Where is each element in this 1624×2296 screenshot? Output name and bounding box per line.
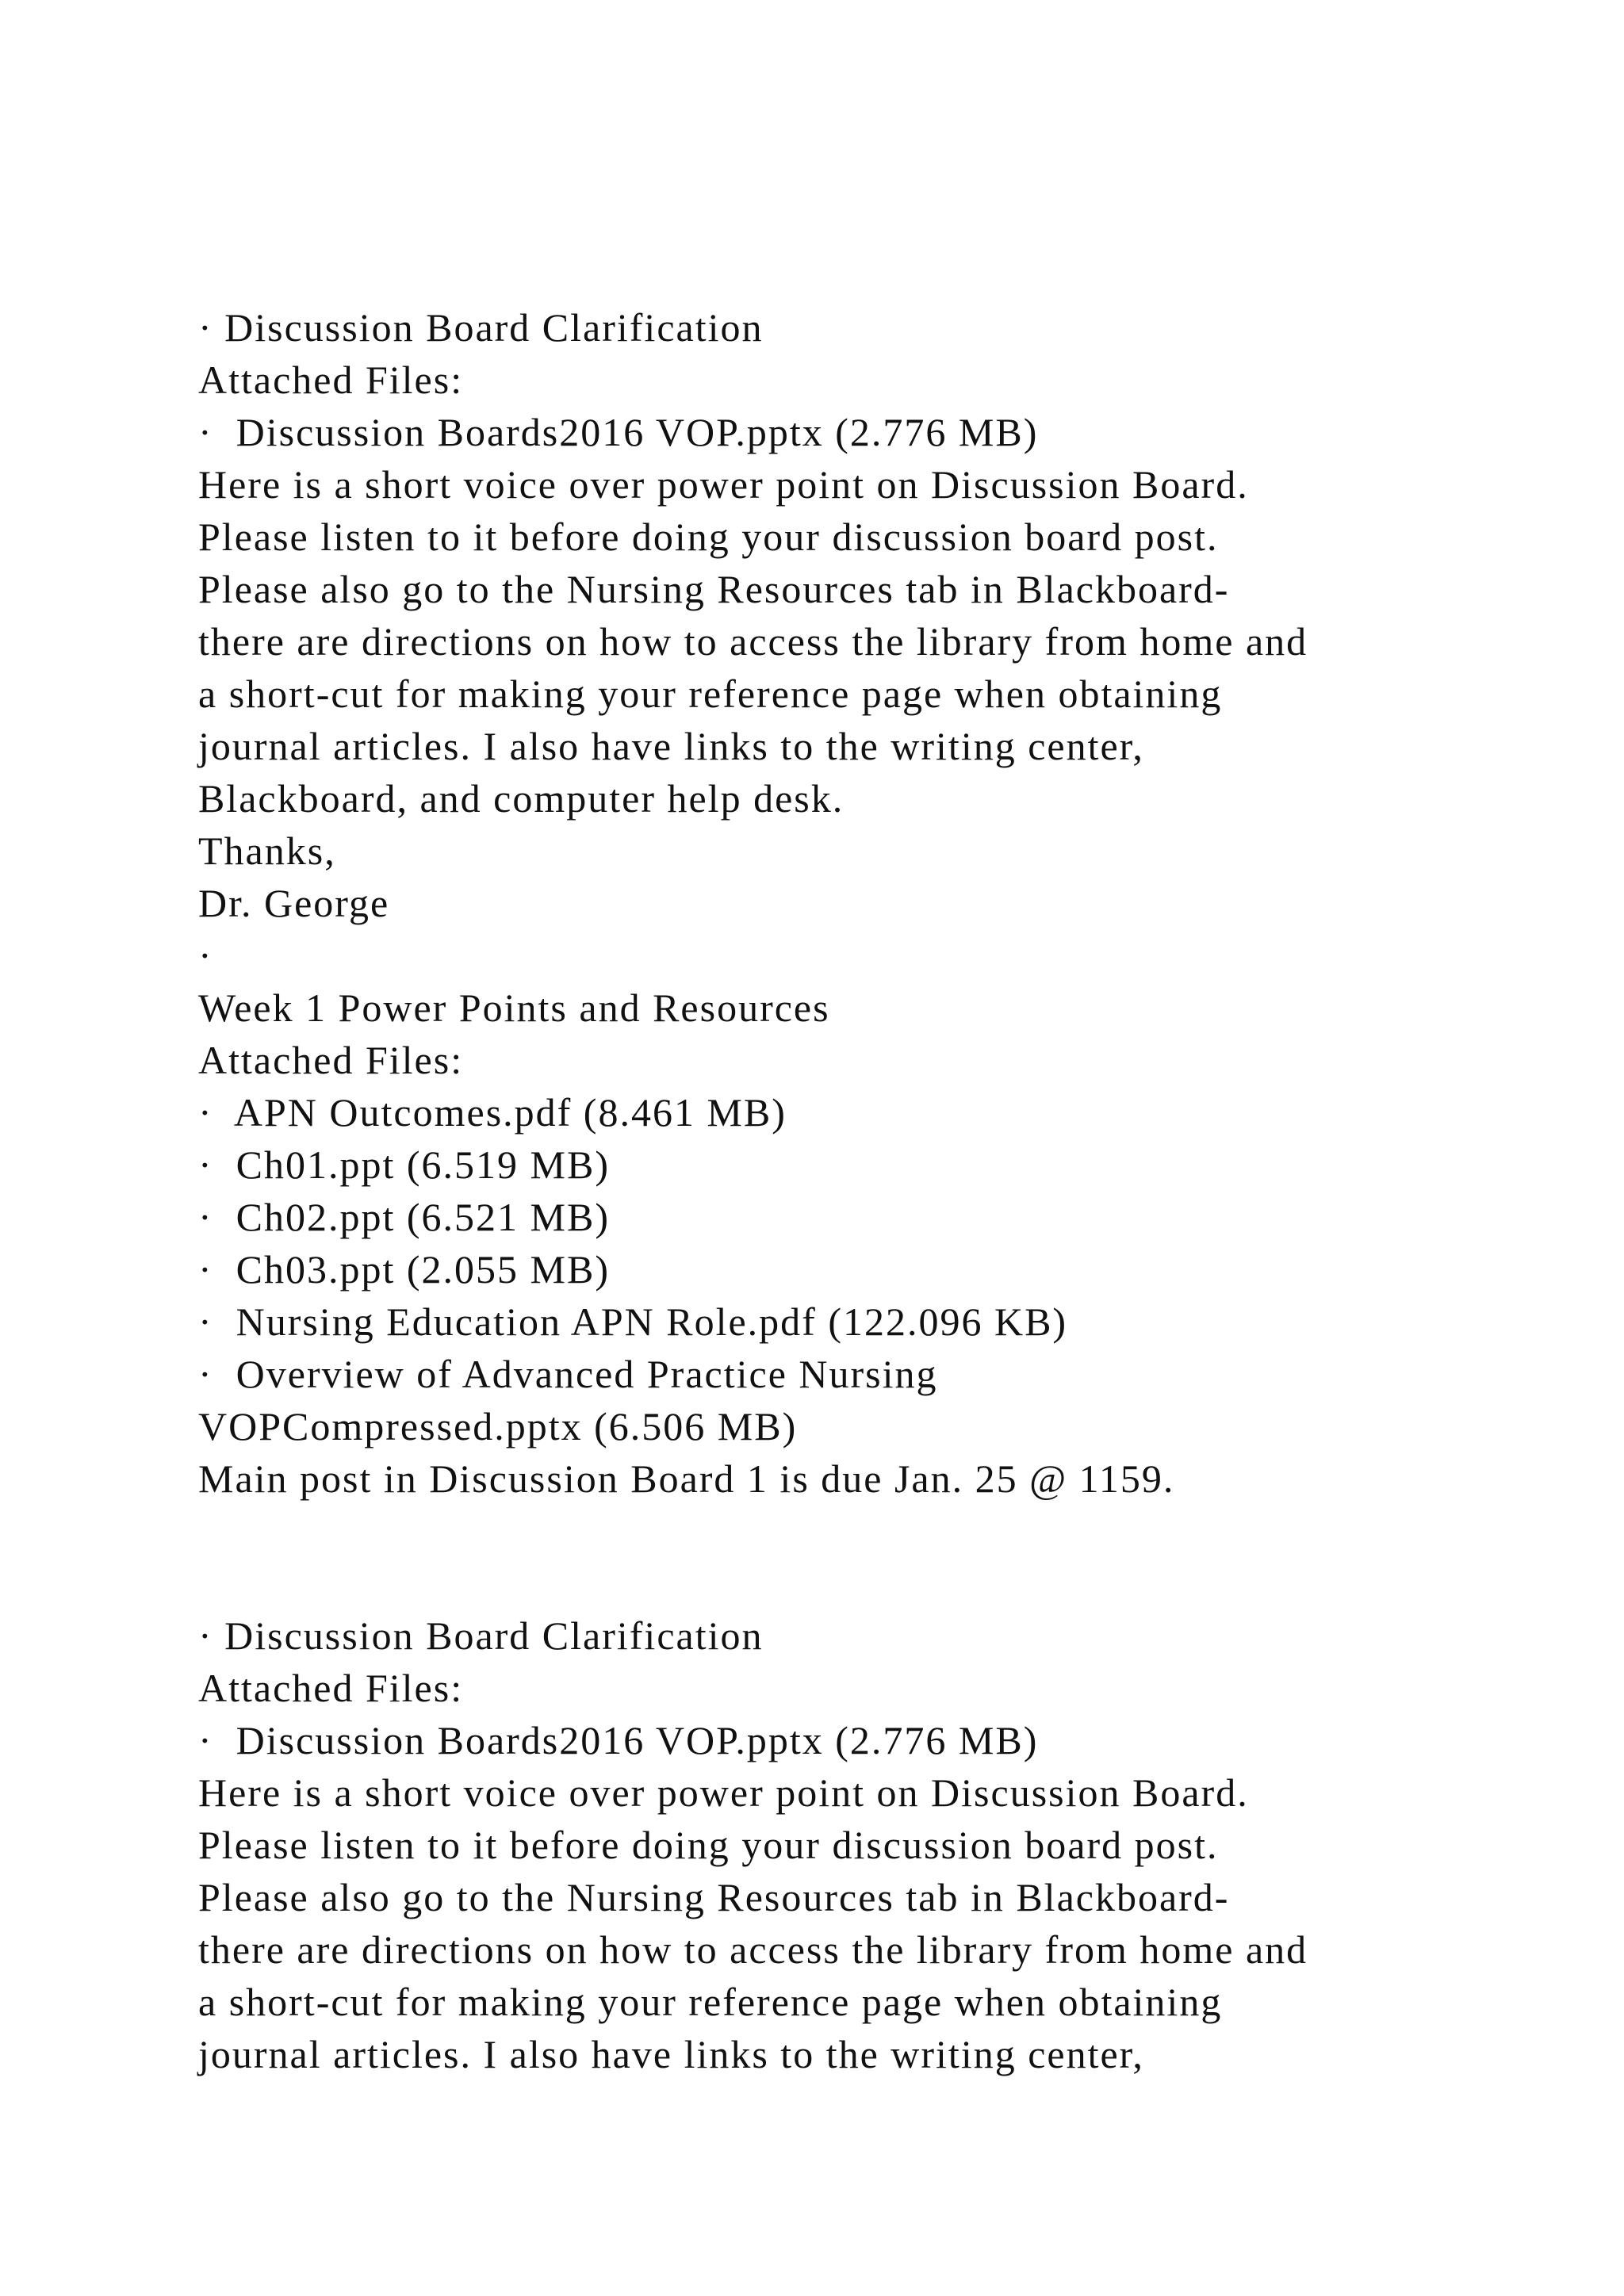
attached-files-label: Attached Files: bbox=[198, 358, 464, 402]
section-title-discussion-board[interactable]: · Discussion Board Clarification bbox=[198, 305, 764, 350]
attached-files-label: Attached Files: bbox=[198, 1666, 464, 1710]
attached-file-link[interactable]: · Overview of Advanced Practice Nursing bbox=[198, 1352, 938, 1396]
body-text-line: a short-cut for making your reference page when obtaining bbox=[198, 672, 1223, 716]
attached-file-link[interactable]: · Ch01.ppt (6.519 MB) bbox=[198, 1142, 610, 1187]
body-text-line: Please also go to the Nursing Resources tab in Blackboard- bbox=[198, 1875, 1230, 1919]
attached-file-link[interactable]: · Ch03.ppt (2.055 MB) bbox=[198, 1247, 610, 1292]
attached-file-link[interactable]: · Discussion Boards2016 VOP.pptx (2.776 MB) bbox=[198, 1718, 1039, 1762]
section-title-discussion-board[interactable]: · Discussion Board Clarification bbox=[198, 1613, 764, 1658]
attached-file-link[interactable]: · Ch02.ppt (6.521 MB) bbox=[198, 1195, 610, 1239]
body-text-line: journal articles. I also have links to the writing center, bbox=[198, 2032, 1144, 2076]
body-text-line: Please listen to it before doing your discussion board post. bbox=[198, 1823, 1219, 1867]
bullet-marker: · bbox=[198, 933, 213, 978]
body-text-line: there are directions on how to access the library from home and bbox=[198, 619, 1308, 664]
attached-file-link-continued[interactable]: VOPCompressed.pptx (6.506 MB) bbox=[198, 1404, 798, 1448]
signature: Dr. George bbox=[198, 881, 390, 925]
body-text-line: Please also go to the Nursing Resources tab in Blackboard- bbox=[198, 567, 1230, 611]
section-title-week-1[interactable]: Week 1 Power Points and Resources bbox=[198, 985, 830, 1030]
due-date-note: Main post in Discussion Board 1 is due Jan. 25 @ 1159. bbox=[198, 1456, 1175, 1501]
body-text-line: Please listen to it before doing your discussion board post. bbox=[198, 515, 1219, 559]
body-text-line: a short-cut for making your reference page when obtaining bbox=[198, 1980, 1223, 2024]
spacer bbox=[198, 1505, 1546, 1609]
closing-thanks: Thanks, bbox=[198, 828, 336, 873]
attached-files-label: Attached Files: bbox=[198, 1038, 464, 1082]
attached-file-link[interactable]: · Nursing Education APN Role.pdf (122.096 KB) bbox=[198, 1299, 1068, 1344]
body-text-line: Here is a short voice over power point on Discussion Board. bbox=[198, 1770, 1249, 1815]
attached-file-link[interactable]: · APN Outcomes.pdf (8.461 MB) bbox=[198, 1090, 787, 1135]
document-page bbox=[198, 301, 1546, 2080]
body-text-line: there are directions on how to access the library from home and bbox=[198, 1927, 1308, 1972]
body-text-line: journal articles. I also have links to the writing center, bbox=[198, 724, 1144, 768]
body-text-line: Here is a short voice over power point on Discussion Board. bbox=[198, 462, 1249, 507]
body-text-line: Blackboard, and computer help desk. bbox=[198, 776, 845, 821]
attached-file-link[interactable]: · Discussion Boards2016 VOP.pptx (2.776 MB) bbox=[198, 410, 1039, 454]
